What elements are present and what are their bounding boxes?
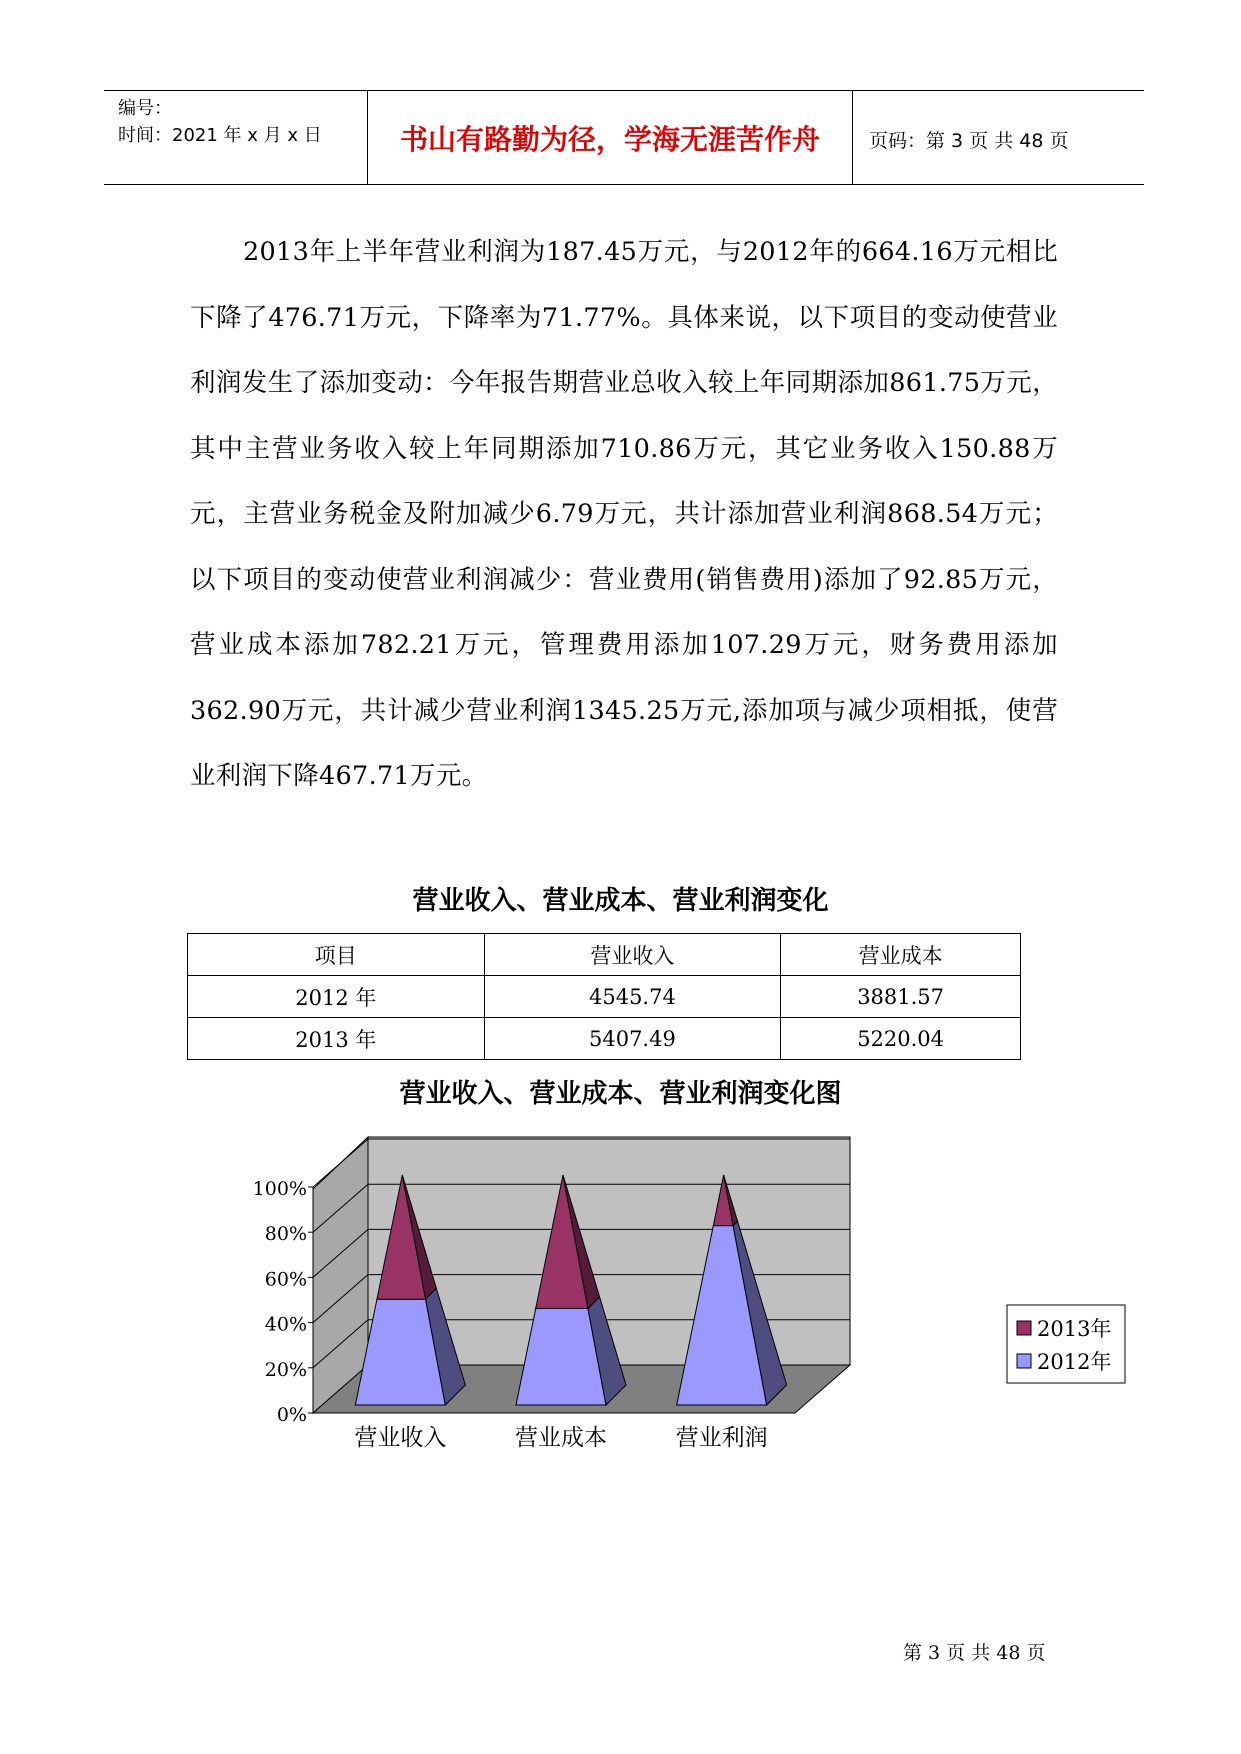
pyramid-chart xyxy=(252,1170,1140,1540)
table-cell: 5220.04 xyxy=(781,1018,1021,1060)
y-tick-label: 20% xyxy=(264,1358,307,1381)
table-header-row xyxy=(188,934,1021,976)
data-table xyxy=(187,933,1021,1060)
x-category-label: 营业收入 xyxy=(354,1425,447,1451)
table-cell: 2012 年 xyxy=(188,976,485,1018)
motto: 书山有路勤为径，学海无涯苦作舟 xyxy=(399,123,820,156)
header-middle-cell xyxy=(368,91,853,184)
table-row xyxy=(188,976,1021,1018)
page-header xyxy=(104,90,1144,185)
table-cell: 2013 年 xyxy=(188,1018,485,1060)
chart-title: 营业收入、营业成本、营业利润变化图 xyxy=(399,1079,842,1109)
y-tick-label: 40% xyxy=(264,1313,307,1336)
page-number-label: 页码：第 3 页 共 48 页 xyxy=(869,130,1069,152)
y-tick-label: 80% xyxy=(264,1223,307,1246)
y-tick-label: 100% xyxy=(252,1178,307,1200)
table-header-cell: 营业成本 xyxy=(781,934,1021,976)
y-tick-label: 0% xyxy=(276,1404,307,1426)
x-category-label: 营业成本 xyxy=(515,1425,607,1451)
table-header-cell: 项目 xyxy=(188,934,485,976)
header-right-cell xyxy=(853,91,1144,184)
legend-label: 2012年 xyxy=(1037,1350,1112,1374)
table-row xyxy=(188,1018,1021,1060)
table-cell: 4545.74 xyxy=(484,976,781,1018)
legend-swatch xyxy=(1017,1321,1031,1335)
x-category-label: 营业利润 xyxy=(675,1425,768,1451)
body-paragraph: 2013年上半年营业利润为187.45万元，与2012年的664.16万元相比下降了476.71万元，下降率为71.77%。具体来说，以下项目的变动使营业利润发生了添加变动：今年报告期营业总收入较上年同期添加861.75万元，其中主营业务收入较上年同期添加710.86万元，其它业务收入150.88万元，主营业务税金及附加减少6.79万元，共计添加营业利润868.54万元；以下项目的变动使营业利润减少：营业费用(销售费用)添加了92.85万元，营业成本添加782.21万元，管理费用添加107.29万元，财务费用添加362.90万元，共计减少营业利润1345.25万元,添加项与减少项相抵，使营业利润下降467.71万元。 xyxy=(190,237,1058,791)
table-title: 营业收入、营业成本、营业利润变化 xyxy=(412,886,829,916)
table-cell: 3881.57 xyxy=(781,976,1021,1018)
page-footer: 第 3 页 共 48 页 xyxy=(903,1642,1046,1664)
table-header-cell: 营业收入 xyxy=(484,934,781,976)
header-left-cell xyxy=(104,91,368,184)
time-label: 时间：2021 年 x 月 x 日 xyxy=(118,125,322,146)
legend-swatch xyxy=(1017,1354,1031,1368)
y-tick-label: 60% xyxy=(264,1268,307,1291)
table-cell: 5407.49 xyxy=(484,1018,781,1060)
legend-label: 2013年 xyxy=(1037,1317,1112,1341)
number-label: 编号： xyxy=(118,98,172,119)
